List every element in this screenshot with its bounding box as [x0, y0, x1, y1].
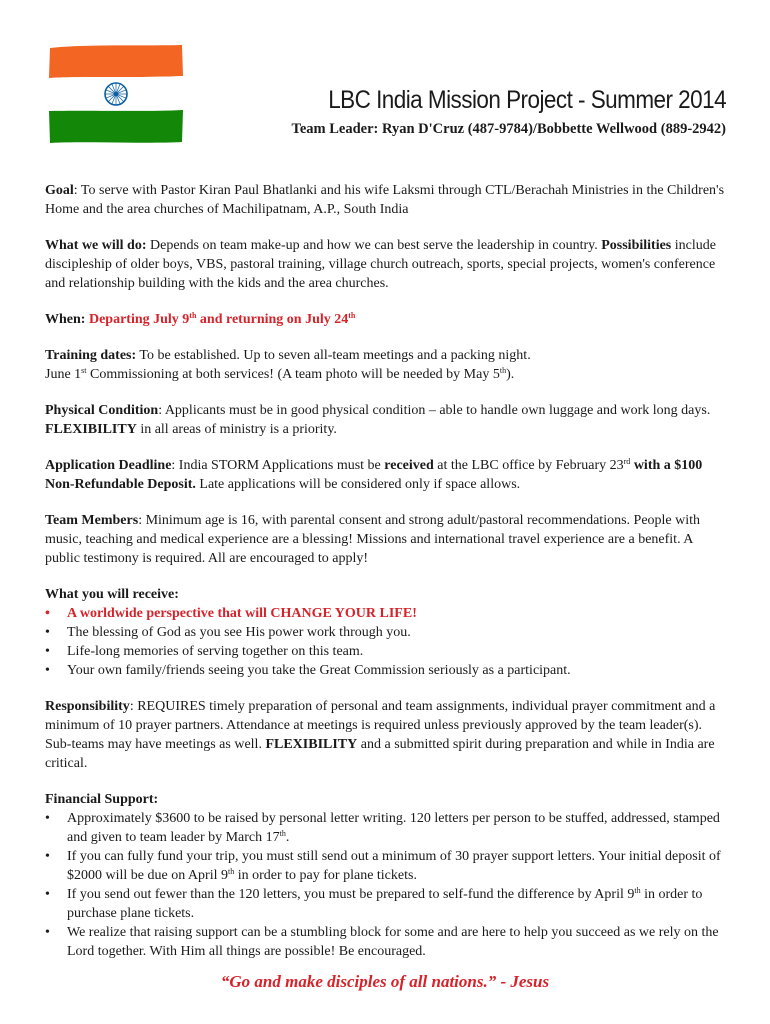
when-sup-1: th: [189, 311, 197, 320]
team-label: Team Members: [45, 513, 139, 528]
goal-text: : To serve with Pastor Kiran Paul Bhatlanki and his wife Laksmi through CTL/Berachah Ministries in the Children's Home and the area churches of Machilipatnam, A.P., South India: [45, 183, 725, 217]
responsibility-bold: FLEXIBILITY: [265, 737, 358, 752]
india-flag-image: [44, 42, 188, 146]
financial-item-1-end: .: [285, 830, 290, 845]
when-label: When:: [45, 312, 86, 327]
when-sup-2: th: [348, 311, 356, 320]
list-item: • A worldwide perspective that will CHANGE YOUR LIFE!: [45, 604, 727, 623]
financial-item-1-text: Approximately $3600 to be raised by personal letter writing. 120 letters per person to be stuffed, addressed, stamped and given to team leader by March 17: [67, 811, 720, 845]
goal-label: Goal: [45, 183, 74, 198]
document-body: [45, 181, 727, 978]
deadline-bold-1: received: [384, 458, 434, 473]
training-line2-a: June 1: [45, 367, 82, 382]
physical-text-2: in all areas of ministry is a priority.: [136, 422, 337, 437]
deadline-text-2: at the LBC office by February 23: [433, 458, 624, 473]
what-text-1: Depends on team make-up and how we can best serve the leadership in country.: [146, 238, 602, 253]
financial-item-3-end: in order to purchase plane tickets.: [67, 887, 703, 921]
what-we-will-do-paragraph: [45, 236, 727, 293]
list-item: • Your own family/friends seeing you take the Great Commission seriously as a participant.: [45, 661, 727, 680]
team-leader-line: Team Leader: Ryan D'Cruz (487-9784)/Bobbette Wellwood (889-2942): [291, 121, 726, 137]
physical-text-1: : Applicants must be in good physical condition – able to handle own luggage and work long days.: [158, 403, 711, 418]
deadline-text-1: : India STORM Applications must be: [171, 458, 385, 473]
financial-item-2-end: in order to pay for plane tickets.: [234, 868, 417, 883]
ashoka-chakra-icon: [105, 83, 127, 105]
financial-item-2-text: If you can fully fund your trip, you must still send out a minimum of 30 prayer support letters. Your initial deposit of $2000 will be due on April 9: [67, 849, 721, 883]
flag-saffron-band: [49, 45, 183, 78]
list-item: [45, 885, 727, 923]
flag-green-band: [49, 110, 183, 143]
deadline-label: Application Deadline: [45, 458, 172, 473]
financial-list: [45, 809, 727, 961]
financial-item-3-sup: th: [634, 886, 641, 895]
responsibility-paragraph: [45, 697, 727, 773]
deadline-text-3: Late applications will be considered only if space allows.: [195, 477, 521, 492]
team-members-paragraph: [45, 511, 727, 568]
what-bold: Possibilities: [601, 238, 672, 253]
training-paragraph: [45, 346, 727, 384]
receive-heading: What you will receive:: [45, 587, 179, 602]
list-item: • Life-long memories of serving together on this team.: [45, 642, 727, 661]
goal-paragraph: [45, 181, 727, 219]
deadline-sup: rd: [623, 457, 631, 466]
when-paragraph: [45, 310, 727, 329]
list-item: [45, 809, 727, 847]
financial-item-2-sup: th: [228, 867, 235, 876]
page-title: LBC India Mission Project - Summer 2014: [328, 86, 726, 114]
training-sup-1: st: [81, 366, 87, 375]
application-deadline-paragraph: [45, 456, 727, 494]
receive-list: [45, 604, 727, 680]
responsibility-label: Responsibility: [45, 699, 130, 714]
financial-item-1-sup: th: [279, 829, 286, 838]
list-item: • The blessing of God as you see His power work through you.: [45, 623, 727, 642]
when-returning: and returning on July 24: [196, 312, 349, 327]
training-text-1: To be established. Up to seven all-team meetings and a packing night.: [136, 348, 531, 363]
responsibility-text-1: : REQUIRES timely preparation of personal and team assignments, individual prayer commitment and a minimum of 10 prayer partners. Attendance at meetings is required unless previously approved by the team leader(s). Sub-teams may have meetings as well.: [45, 699, 716, 752]
physical-label: Physical Condition: [45, 403, 159, 418]
what-text-2: include discipleship of older boys, VBS, pastoral training, village church outreach, sports, special projects, women's conference and relationship building with the kids and the area churches.: [45, 238, 716, 291]
financial-item-3-text: If you send out fewer than the 120 letters, you must be prepared to self-fund the difference by April 9: [67, 887, 635, 902]
responsibility-text-2: and a submitted spirit during preparation and while in India are critical.: [45, 737, 715, 771]
what-label: What we will do:: [45, 238, 147, 253]
training-line2-c: ).: [506, 367, 515, 382]
training-sup-2: th: [499, 366, 507, 375]
closing-quote: “Go and make disciples of all nations.” - Jesus: [220, 972, 550, 991]
team-text: : Minimum age is 16, with parental consent and strong adult/pastoral recommendations. People with music, teaching and medical experience are a blessing! Missions and international travel experience are a benefit. A public testimony is required. All are encouraged to apply!: [45, 513, 701, 566]
training-line2-b: Commissioning at both services! (A team photo will be needed by May 5: [86, 367, 500, 382]
list-item: • We realize that raising support can be a stumbling block for some and are here to help you succeed as we rely on the Lord together. With Him all things are possible! Be encouraged.: [45, 923, 727, 961]
physical-condition-paragraph: [45, 401, 727, 439]
physical-bold: FLEXIBILITY: [45, 422, 137, 437]
training-label: Training dates:: [45, 348, 137, 363]
financial-heading: Financial Support:: [45, 792, 159, 807]
list-item: [45, 847, 727, 885]
deadline-bold-2: with a $100 Non-Refundable Deposit.: [45, 458, 703, 492]
when-departing: Departing July 9: [85, 312, 190, 327]
